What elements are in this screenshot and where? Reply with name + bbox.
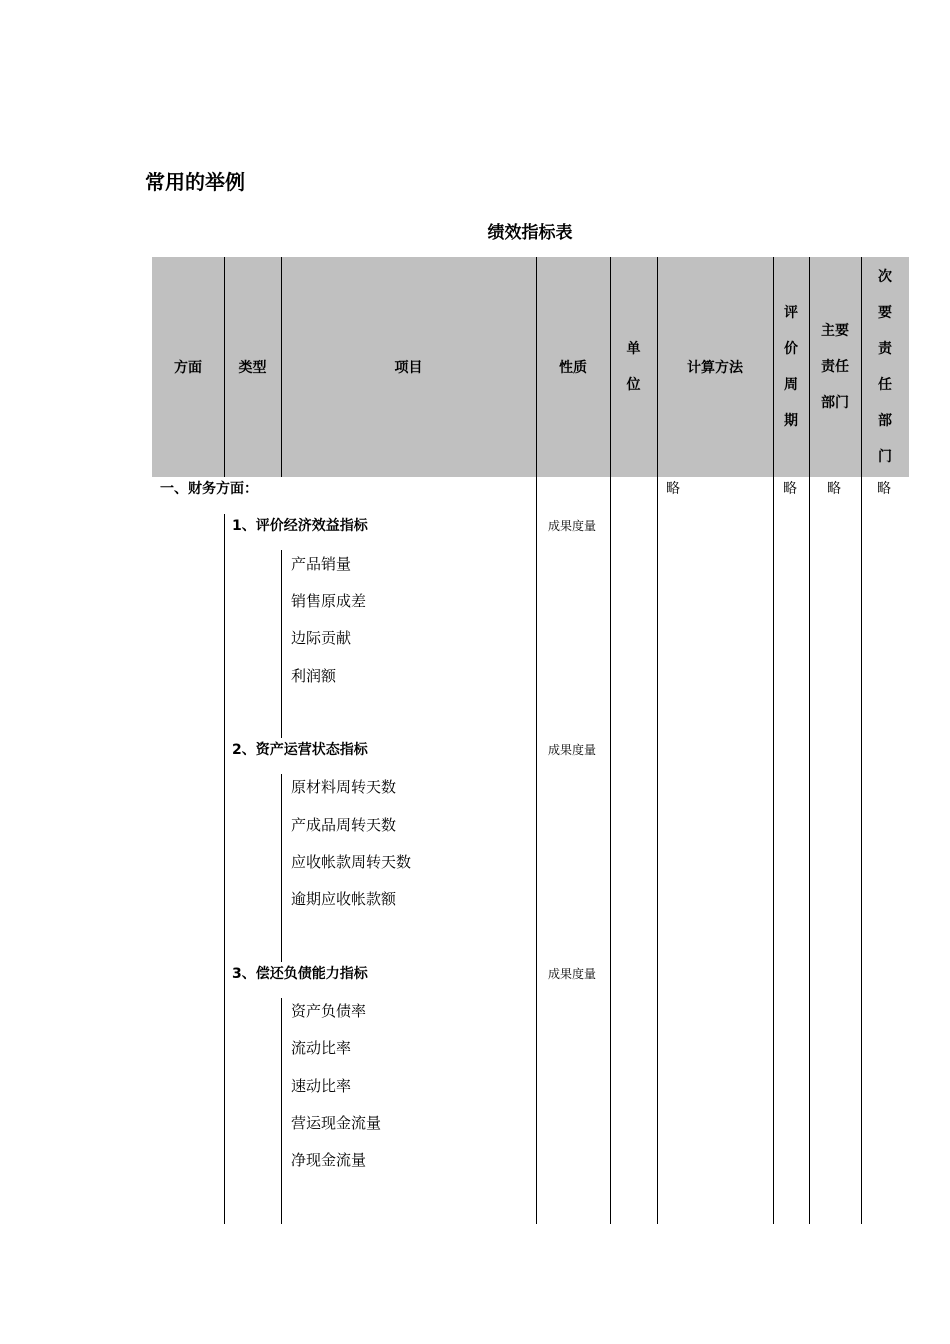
column-divider [773, 257, 774, 477]
column-divider [657, 257, 658, 477]
header-period [773, 257, 809, 477]
list-item: 营运现金流量 [291, 1114, 382, 1132]
column-divider [610, 257, 611, 477]
list-item: 销售原成差 [291, 592, 367, 610]
header-unit-char: 单 [626, 341, 641, 357]
list-item: 利润额 [291, 667, 337, 685]
header-unit-char: 位 [626, 377, 641, 393]
column-divider [809, 257, 810, 477]
header-secondary-char: 部 [878, 413, 892, 429]
header-primary-line: 责任 [821, 359, 849, 375]
list-item: 速动比率 [291, 1077, 352, 1095]
column-divider [536, 477, 537, 1224]
column-divider [281, 998, 282, 1224]
column-divider [536, 257, 537, 477]
header-primary-line: 部门 [821, 395, 849, 411]
header-nature: 性质 [559, 360, 587, 376]
header-primary-line: 主要 [821, 323, 849, 339]
column-divider [281, 257, 282, 477]
section-label: 一、财务方面： [160, 481, 258, 497]
header-secondary-char: 要 [878, 305, 892, 321]
list-item: 产品销量 [291, 555, 352, 573]
header-primary-dept [809, 257, 861, 477]
category-nature: 成果度量 [548, 967, 597, 981]
header-unit [610, 257, 657, 477]
category-label: 2、资产运营状态指标 [232, 742, 368, 758]
header-type: 类型 [238, 360, 267, 376]
column-divider [657, 477, 658, 1224]
column-divider [281, 550, 282, 738]
list-item: 应收帐款周转天数 [291, 853, 412, 871]
header-aspect: 方面 [174, 360, 202, 376]
column-divider [773, 477, 774, 1224]
column-divider [861, 477, 862, 1224]
header-method: 计算方法 [687, 360, 743, 376]
list-item: 流动比率 [291, 1039, 352, 1057]
list-item: 原材料周转天数 [291, 778, 397, 796]
method-value: 略 [666, 481, 680, 497]
header-period-char: 评 [784, 305, 798, 321]
table-title: 绩效指标表 [487, 223, 573, 243]
column-divider [281, 774, 282, 962]
column-divider [224, 514, 225, 1224]
category-label: 3、偿还负债能力指标 [232, 966, 368, 982]
secondary-dept-value: 略 [877, 481, 891, 497]
column-divider [809, 477, 810, 1224]
list-item: 逾期应收帐款额 [291, 890, 397, 908]
category-nature: 成果度量 [548, 743, 597, 757]
header-period-char: 价 [784, 341, 798, 357]
list-item: 边际贡献 [291, 629, 352, 647]
period-value: 略 [783, 481, 797, 497]
category-nature: 成果度量 [548, 519, 597, 533]
column-divider [610, 477, 611, 1224]
list-item: 产成品周转天数 [291, 816, 397, 834]
header-item: 项目 [394, 360, 423, 376]
header-period-char: 周 [784, 377, 798, 393]
column-divider [224, 257, 225, 477]
header-period-char: 期 [784, 413, 798, 429]
header-secondary-char: 门 [878, 449, 892, 465]
list-item: 净现金流量 [291, 1151, 367, 1169]
primary-dept-value: 略 [827, 481, 841, 497]
header-secondary-char: 任 [878, 377, 892, 393]
category-label: 1、评价经济效益指标 [232, 518, 368, 534]
page-heading: 常用的举例 [145, 170, 245, 194]
list-item: 资产负债率 [291, 1002, 367, 1020]
header-secondary-dept [861, 257, 909, 477]
column-divider [861, 257, 862, 477]
header-secondary-char: 责 [878, 341, 892, 357]
header-secondary-char: 次 [878, 269, 892, 285]
